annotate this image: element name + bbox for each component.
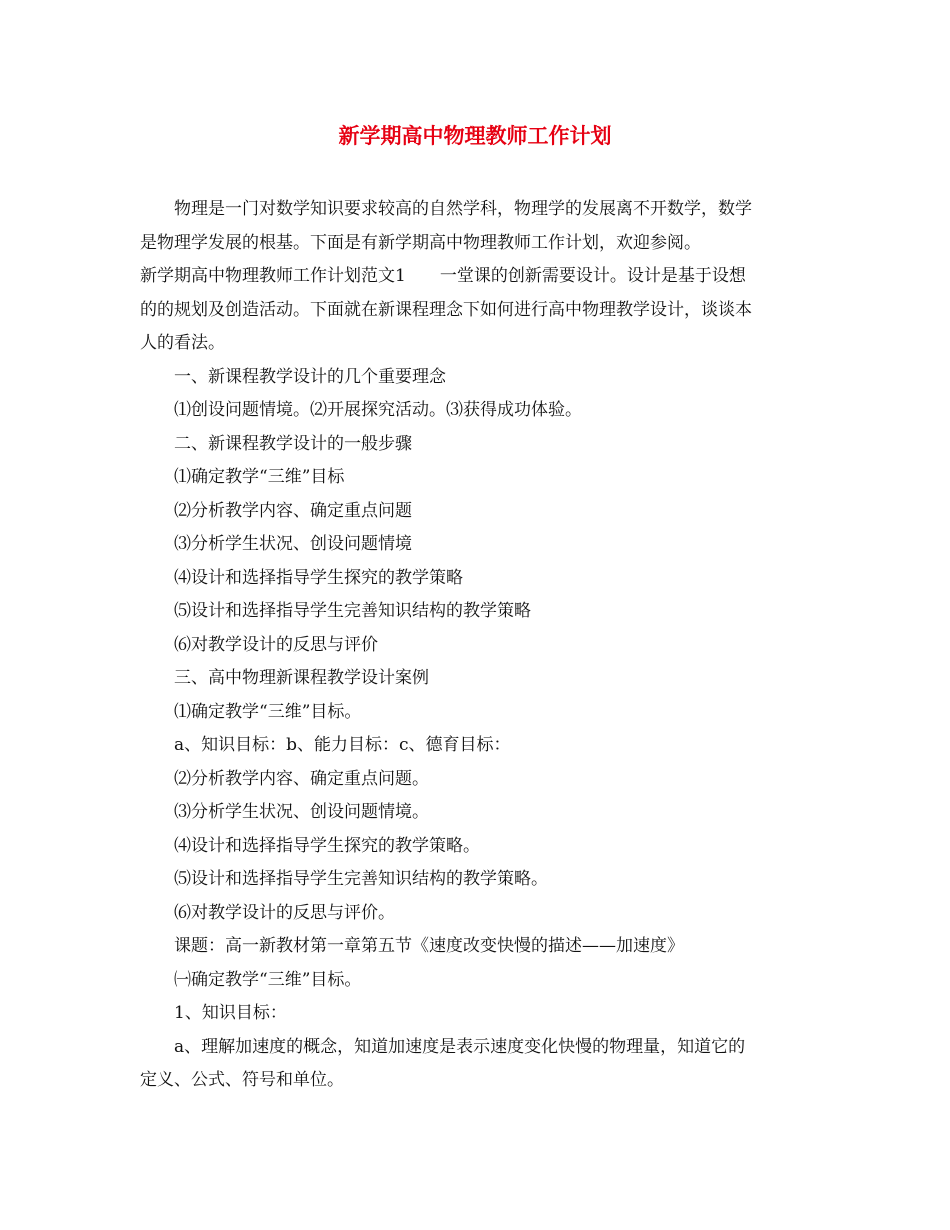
- intro-line-2: 是物理学发展的根基。下面是有新学期高中物理教师工作计划，欢迎参阅。: [140, 232, 701, 253]
- knowledge-goal-line-1: a、理解加速度的概念，知道加速度是表示速度变化快慢的物理量，知道它的: [174, 1036, 746, 1057]
- case-step-2: ⑵分析教学内容、确定重点问题。: [174, 768, 429, 789]
- case-step-3: ⑶分析学生状况、创设问题情境。: [174, 802, 429, 822]
- case-step-1: ⑴确定教学“三维”目标。: [174, 701, 362, 722]
- section-heading-3: 三、高中物理新课程教学设计案例: [174, 668, 429, 688]
- step-6: ⑹对教学设计的反思与评价: [174, 634, 378, 655]
- case-step-4: ⑷设计和选择指导学生探究的教学策略。: [174, 835, 480, 856]
- intro-line-1: 物理是一门对数学知识要求较高的自然学科，物理学的发展离不开数学，数学: [174, 199, 752, 219]
- case-step-5: ⑸设计和选择指导学生完善知识结构的教学策略。: [174, 869, 548, 889]
- goal-types: a、知识目标：b、能力目标：c、德育目标：: [174, 735, 511, 755]
- case-step-6: ⑹对教学设计的反思与评价。: [174, 902, 395, 923]
- document-title: 新学期高中物理教师工作计划: [338, 123, 612, 148]
- step-3: ⑶分析学生状况、创设问题情境: [174, 534, 412, 554]
- objective-heading: ㈠确定教学“三维”目标。: [174, 969, 362, 990]
- step-4: ⑷设计和选择指导学生探究的教学策略: [174, 567, 463, 588]
- step-5: ⑸设计和选择指导学生完善知识结构的教学策略: [174, 601, 531, 621]
- knowledge-goal-line-2: 定义、公式、符号和单位。: [140, 1070, 344, 1090]
- document-body: [140, 193, 820, 1098]
- sample-line-3: 人的看法。: [140, 333, 225, 353]
- section-heading-2: 二、新课程教学设计的一般步骤: [174, 433, 412, 454]
- lesson-topic: 课题：高一新教材第一章第五节《速度改变快慢的描述——加速度》: [174, 936, 684, 956]
- sample-line-2: 的的规划及创造活动。下面就在新课程理念下如何进行高中物理教学设计，谈谈本: [140, 299, 752, 320]
- concept-list: ⑴创设问题情境。⑵开展探究活动。⑶获得成功体验。: [174, 400, 582, 420]
- step-1: ⑴确定教学“三维”目标: [174, 467, 345, 487]
- knowledge-goal-heading: 1、知识目标：: [174, 1003, 287, 1023]
- sample-line-1: 新学期高中物理教师工作计划范文1 一堂课的创新需要设计。设计是基于设想: [140, 266, 746, 286]
- section-heading-1: 一、新课程教学设计的几个重要理念: [174, 366, 446, 387]
- step-2: ⑵分析教学内容、确定重点问题: [174, 500, 412, 521]
